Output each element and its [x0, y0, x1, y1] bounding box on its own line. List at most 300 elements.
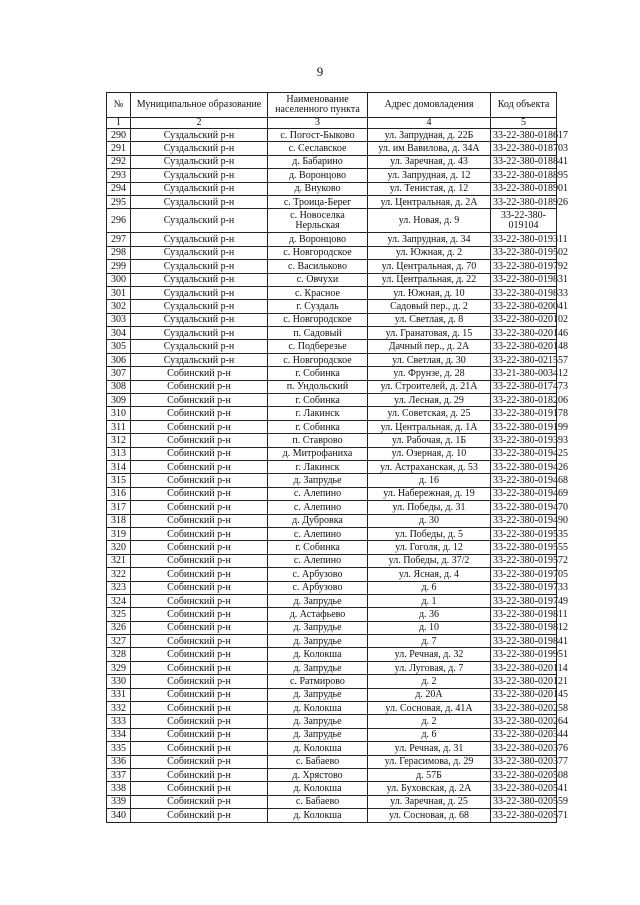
object-code-cell: 33-22-380-020376 — [491, 742, 557, 755]
column-index: 3 — [268, 118, 368, 129]
municipality-cell: Собинский р-н — [131, 474, 268, 487]
object-code-cell: 33-22-380-019733 — [491, 581, 557, 594]
address-cell: ул. Речная, д. 32 — [368, 648, 491, 661]
table-row — [107, 380, 557, 393]
municipality-cell: Собинский р-н — [131, 782, 268, 795]
row-number: 308 — [107, 380, 131, 393]
address-cell: ул. Герасимова, д. 29 — [368, 755, 491, 768]
settlement-cell: д. Колокша — [268, 702, 368, 715]
row-number: 340 — [107, 809, 131, 822]
settlement-cell: д. Дубровка — [268, 514, 368, 527]
municipality-cell: Суздальский р-н — [131, 182, 268, 195]
municipality-cell: Собинский р-н — [131, 621, 268, 634]
table-row — [107, 353, 557, 366]
address-cell: ул. Центральная, д. 22 — [368, 273, 491, 286]
settlement-cell: с. Алепино — [268, 554, 368, 567]
object-code-cell: 33-22-380-019841 — [491, 635, 557, 648]
address-cell: Садовый пер., д. 2 — [368, 300, 491, 313]
settlement-cell: г. Собинка — [268, 541, 368, 554]
settlement-cell: с. Новгородское — [268, 246, 368, 259]
municipality-cell: Собинский р-н — [131, 594, 268, 607]
settlement-cell: д. Запрудье — [268, 594, 368, 607]
municipality-cell: Суздальский р-н — [131, 246, 268, 259]
table-row — [107, 702, 557, 715]
settlement-cell: д. Запрудье — [268, 635, 368, 648]
settlement-cell: д. Колокша — [268, 782, 368, 795]
settlement-cell: д. Астафьево — [268, 608, 368, 621]
table-row — [107, 554, 557, 567]
object-code-cell: 33-22-380-019470 — [491, 501, 557, 514]
municipality-cell: Собинский р-н — [131, 768, 268, 781]
municipality-cell: Собинский р-н — [131, 514, 268, 527]
object-code-cell: 33-22-380-020559 — [491, 795, 557, 808]
header-municipality: Муниципальное образование — [131, 93, 268, 118]
municipality-cell: Суздальский р-н — [131, 129, 268, 142]
object-code-cell: 33-22-380-019812 — [491, 621, 557, 634]
table-row — [107, 420, 557, 433]
row-number: 299 — [107, 260, 131, 273]
row-number: 327 — [107, 635, 131, 648]
object-code-cell: 33-22-380-019393 — [491, 434, 557, 447]
municipality-cell: Суздальский р-н — [131, 195, 268, 208]
table-row — [107, 608, 557, 621]
table-row — [107, 407, 557, 420]
row-number: 314 — [107, 460, 131, 473]
settlement-cell: с. Погост-Быково — [268, 129, 368, 142]
object-code-cell: 33-22-380-019104 — [491, 209, 557, 233]
settlement-cell: д. Колокша — [268, 742, 368, 755]
row-number: 306 — [107, 353, 131, 366]
municipality-cell: Собинский р-н — [131, 715, 268, 728]
page-number: 9 — [316, 64, 324, 79]
object-code-cell: 33-22-380-019502 — [491, 246, 557, 259]
row-number: 301 — [107, 286, 131, 299]
row-number: 312 — [107, 434, 131, 447]
object-code-cell: 33-21-380-003412 — [491, 367, 557, 380]
object-code-cell: 33-22-380-021557 — [491, 353, 557, 366]
municipality-cell: Суздальский р-н — [131, 155, 268, 168]
municipality-cell: Суздальский р-н — [131, 286, 268, 299]
table-row — [107, 434, 557, 447]
settlement-cell: с. Васильково — [268, 260, 368, 273]
row-number: 320 — [107, 541, 131, 554]
municipality-cell: Собинский р-н — [131, 581, 268, 594]
row-number: 328 — [107, 648, 131, 661]
municipality-cell: Суздальский р-н — [131, 300, 268, 313]
table-row — [107, 581, 557, 594]
table-row — [107, 327, 557, 340]
address-cell: ул. Строителей, д. 21А — [368, 380, 491, 393]
settlement-cell: с. Новгородское — [268, 353, 368, 366]
settlement-cell: с. Сеславское — [268, 142, 368, 155]
table-row — [107, 209, 557, 233]
table-row — [107, 621, 557, 634]
address-cell: ул. Речная, д. 31 — [368, 742, 491, 755]
row-number: 296 — [107, 209, 131, 233]
row-number: 318 — [107, 514, 131, 527]
table-row — [107, 661, 557, 674]
municipality-cell: Суздальский р-н — [131, 273, 268, 286]
address-cell: ул. Центральная, д. 2А — [368, 195, 491, 208]
object-code-cell: 33-22-380-018901 — [491, 182, 557, 195]
object-code-cell: 33-22-380-018926 — [491, 195, 557, 208]
address-cell: ул. Победы, д. 31 — [368, 501, 491, 514]
municipality-cell: Собинский р-н — [131, 688, 268, 701]
municipality-cell: Собинский р-н — [131, 434, 268, 447]
object-code-cell: 33-22-380-020041 — [491, 300, 557, 313]
municipality-cell: Собинский р-н — [131, 460, 268, 473]
row-number: 332 — [107, 702, 131, 715]
address-cell: ул. Ясная, д. 4 — [368, 568, 491, 581]
column-index: 2 — [131, 118, 268, 129]
address-cell: ул. Сосновая, д. 41А — [368, 702, 491, 715]
table-row — [107, 340, 557, 353]
address-cell: д. 36 — [368, 608, 491, 621]
object-code-cell: 33-22-380-019811 — [491, 608, 557, 621]
object-code-cell: 33-22-380-020264 — [491, 715, 557, 728]
object-code-cell: 33-22-380-019572 — [491, 554, 557, 567]
settlement-cell: с. Новоселка Нерльская — [268, 209, 368, 233]
municipality-cell: Собинский р-н — [131, 380, 268, 393]
row-number: 303 — [107, 313, 131, 326]
address-cell: д. 2 — [368, 715, 491, 728]
row-number: 338 — [107, 782, 131, 795]
settlement-cell: д. Воронцово — [268, 169, 368, 182]
row-number: 305 — [107, 340, 131, 353]
municipality-cell: Суздальский р-н — [131, 169, 268, 182]
settlement-cell: г. Лакинск — [268, 407, 368, 420]
settlement-cell: д. Хрястово — [268, 768, 368, 781]
row-number: 335 — [107, 742, 131, 755]
address-cell: ул. Луговая, д. 7 — [368, 661, 491, 674]
table-row — [107, 447, 557, 460]
column-index: 5 — [491, 118, 557, 129]
municipality-cell: Собинский р-н — [131, 648, 268, 661]
row-number: 315 — [107, 474, 131, 487]
object-code-cell: 33-22-380-020145 — [491, 688, 557, 701]
row-number: 302 — [107, 300, 131, 313]
object-code-cell: 33-22-380-019951 — [491, 648, 557, 661]
municipality-cell: Собинский р-н — [131, 554, 268, 567]
municipality-cell: Собинский р-н — [131, 394, 268, 407]
settlement-cell: д. Запрудье — [268, 661, 368, 674]
municipality-cell: Собинский р-н — [131, 407, 268, 420]
object-code-cell: 33-22-380-019833 — [491, 286, 557, 299]
municipality-cell: Собинский р-н — [131, 527, 268, 540]
municipality-cell: Собинский р-н — [131, 702, 268, 715]
object-code-cell: 33-22-380-019468 — [491, 474, 557, 487]
settlement-cell: с. Бабаево — [268, 795, 368, 808]
settlement-cell: д. Митрофаниха — [268, 447, 368, 460]
table-row — [107, 568, 557, 581]
object-code-cell: 33-22-380-019535 — [491, 527, 557, 540]
object-code-cell: 33-22-380-019831 — [491, 273, 557, 286]
address-cell: д. 16 — [368, 474, 491, 487]
municipality-cell: Собинский р-н — [131, 608, 268, 621]
row-number: 317 — [107, 501, 131, 514]
address-cell: ул. Запрудная, д. 34 — [368, 233, 491, 246]
row-number: 316 — [107, 487, 131, 500]
row-number: 323 — [107, 581, 131, 594]
municipality-cell: Собинский р-н — [131, 728, 268, 741]
address-cell: ул. Запрудная, д. 22Б — [368, 129, 491, 142]
settlement-cell: с. Алепино — [268, 527, 368, 540]
municipality-cell: Собинский р-н — [131, 661, 268, 674]
object-code-cell: 33-22-380-019469 — [491, 487, 557, 500]
municipality-cell: Собинский р-н — [131, 568, 268, 581]
object-code-cell: 33-22-380-019199 — [491, 420, 557, 433]
table-row — [107, 594, 557, 607]
row-number: 310 — [107, 407, 131, 420]
settlement-cell: д. Запрудье — [268, 688, 368, 701]
address-cell: ул. Запрудная, д. 12 — [368, 169, 491, 182]
municipality-cell: Суздальский р-н — [131, 209, 268, 233]
municipality-cell: Собинский р-н — [131, 795, 268, 808]
object-code-cell: 33-22-380-020148 — [491, 340, 557, 353]
settlement-cell: с. Ратмирово — [268, 675, 368, 688]
object-code-cell: 33-22-380-019311 — [491, 233, 557, 246]
settlement-cell: д. Колокша — [268, 648, 368, 661]
row-number: 325 — [107, 608, 131, 621]
column-index-row — [107, 118, 557, 129]
table-row — [107, 648, 557, 661]
row-number: 293 — [107, 169, 131, 182]
object-code-cell: 33-22-380-019426 — [491, 460, 557, 473]
row-number: 311 — [107, 420, 131, 433]
address-cell: д. 57Б — [368, 768, 491, 781]
table-row — [107, 129, 557, 142]
settlement-cell: г. Собинка — [268, 394, 368, 407]
address-cell: ул. Заречная, д. 25 — [368, 795, 491, 808]
address-cell: д. 30 — [368, 514, 491, 527]
table-row — [107, 195, 557, 208]
table-row — [107, 233, 557, 246]
row-number: 330 — [107, 675, 131, 688]
object-code-cell: 33-22-380-018617 — [491, 129, 557, 142]
address-cell: ул. Победы, д. 5 — [368, 527, 491, 540]
settlement-cell: п. Ундольский — [268, 380, 368, 393]
object-code-cell: 33-22-380-020114 — [491, 661, 557, 674]
municipality-cell: Собинский р-н — [131, 541, 268, 554]
table-row — [107, 728, 557, 741]
row-number: 322 — [107, 568, 131, 581]
municipality-cell: Собинский р-н — [131, 755, 268, 768]
address-cell: ул. им Вавилова, д. 34А — [368, 142, 491, 155]
table-row — [107, 460, 557, 473]
municipality-cell: Собинский р-н — [131, 501, 268, 514]
table-row — [107, 169, 557, 182]
table-body — [107, 129, 568, 823]
object-code-cell: 33-22-380-020377 — [491, 755, 557, 768]
header-address: Адрес домовладения — [368, 93, 491, 118]
settlement-cell: г. Лакинск — [268, 460, 368, 473]
object-code-cell: 33-22-380-020121 — [491, 675, 557, 688]
table-row — [107, 742, 557, 755]
object-code-cell: 33-22-380-018206 — [491, 394, 557, 407]
object-code-cell: 33-22-380-017473 — [491, 380, 557, 393]
row-number: 336 — [107, 755, 131, 768]
table-row — [107, 635, 557, 648]
municipality-cell: Суздальский р-н — [131, 142, 268, 155]
settlement-cell: д. Запрудье — [268, 715, 368, 728]
municipality-cell: Суздальский р-н — [131, 353, 268, 366]
object-code-cell: 33-22-380-018703 — [491, 142, 557, 155]
object-code-cell: 33-22-380-020571 — [491, 809, 557, 822]
row-number: 331 — [107, 688, 131, 701]
row-number: 300 — [107, 273, 131, 286]
row-number: 333 — [107, 715, 131, 728]
address-cell: ул. Заречная, д. 43 — [368, 155, 491, 168]
municipality-cell: Собинский р-н — [131, 742, 268, 755]
address-cell: д. 7 — [368, 635, 491, 648]
table-row — [107, 782, 557, 795]
table-row — [107, 142, 557, 155]
object-code-cell: 33-22-380-020508 — [491, 768, 557, 781]
object-code-cell: 33-22-380-020541 — [491, 782, 557, 795]
table-row — [107, 487, 557, 500]
row-number: 295 — [107, 195, 131, 208]
address-cell: ул. Светлая, д. 30 — [368, 353, 491, 366]
table-row — [107, 313, 557, 326]
address-cell: ул. Тенистая, д. 12 — [368, 182, 491, 195]
settlement-cell: п. Садовый — [268, 327, 368, 340]
settlement-cell: с. Красное — [268, 286, 368, 299]
settlement-cell: д. Колокша — [268, 809, 368, 822]
settlement-cell: с. Овчухи — [268, 273, 368, 286]
address-cell: д. 10 — [368, 621, 491, 634]
row-number: 334 — [107, 728, 131, 741]
address-cell: д. 20А — [368, 688, 491, 701]
table-row — [107, 300, 557, 313]
object-code-cell: 33-22-380-018895 — [491, 169, 557, 182]
municipality-cell: Собинский р-н — [131, 809, 268, 822]
object-code-cell: 33-22-380-020258 — [491, 702, 557, 715]
address-cell: ул. Победы, д. 37/2 — [368, 554, 491, 567]
settlement-cell: д. Бабарино — [268, 155, 368, 168]
municipality-cell: Собинский р-н — [131, 635, 268, 648]
object-code-cell: 33-22-380-019490 — [491, 514, 557, 527]
address-cell: ул. Новая, д. 9 — [368, 209, 491, 233]
settlement-cell: с. Арбузово — [268, 568, 368, 581]
header-row — [107, 93, 557, 118]
address-cell: ул. Гоголя, д. 12 — [368, 541, 491, 554]
address-cell: ул. Южная, д. 10 — [368, 286, 491, 299]
row-number: 294 — [107, 182, 131, 195]
municipality-cell: Суздальский р-н — [131, 340, 268, 353]
settlement-cell: с. Подберезье — [268, 340, 368, 353]
municipality-cell: Собинский р-н — [131, 367, 268, 380]
address-cell: ул. Светлая, д. 8 — [368, 313, 491, 326]
address-cell: Дачный пер., д. 2А — [368, 340, 491, 353]
settlement-cell: г. Собинка — [268, 367, 368, 380]
table-row — [107, 394, 557, 407]
address-cell: ул. Советская, д. 25 — [368, 407, 491, 420]
row-number: 298 — [107, 246, 131, 259]
object-code-cell: 33-22-380-018841 — [491, 155, 557, 168]
address-cell: ул. Буховская, д. 2А — [368, 782, 491, 795]
table-row — [107, 273, 557, 286]
municipality-cell: Собинский р-н — [131, 487, 268, 500]
table-row — [107, 155, 557, 168]
settlement-cell: с. Бабаево — [268, 755, 368, 768]
table-row — [107, 541, 557, 554]
municipality-cell: Суздальский р-н — [131, 260, 268, 273]
settlement-cell: с. Новгородское — [268, 313, 368, 326]
row-number: 304 — [107, 327, 131, 340]
header-number: № — [107, 93, 131, 118]
object-code-cell: 33-22-380-019178 — [491, 407, 557, 420]
table-row — [107, 514, 557, 527]
table-row — [107, 795, 557, 808]
table-row — [107, 286, 557, 299]
header-object-code: Код объекта — [491, 93, 557, 118]
address-cell: ул. Сосновая, д. 68 — [368, 809, 491, 822]
object-code-cell: 33-22-380-019705 — [491, 568, 557, 581]
address-cell: ул. Астраханская, д. 53 — [368, 460, 491, 473]
table-row — [107, 675, 557, 688]
object-code-cell: 33-22-380-019425 — [491, 447, 557, 460]
settlement-cell: с. Алепино — [268, 501, 368, 514]
row-number: 313 — [107, 447, 131, 460]
address-cell: ул. Южная, д. 2 — [368, 246, 491, 259]
settlement-cell: д. Воронцово — [268, 233, 368, 246]
municipality-cell: Суздальский р-н — [131, 327, 268, 340]
row-number: 307 — [107, 367, 131, 380]
row-number: 326 — [107, 621, 131, 634]
address-cell: ул. Гранатовая, д. 15 — [368, 327, 491, 340]
settlement-cell: г. Суздаль — [268, 300, 368, 313]
table-row — [107, 688, 557, 701]
row-number: 324 — [107, 594, 131, 607]
table-row — [107, 809, 557, 822]
object-code-cell: 33-22-380-019555 — [491, 541, 557, 554]
settlement-cell: д. Запрудье — [268, 728, 368, 741]
object-code-cell: 33-22-380-020344 — [491, 728, 557, 741]
municipality-cell: Собинский р-н — [131, 447, 268, 460]
table-row — [107, 755, 557, 768]
address-cell: ул. Рабочая, д. 1Б — [368, 434, 491, 447]
address-cell: д. 6 — [368, 728, 491, 741]
municipality-cell: Суздальский р-н — [131, 233, 268, 246]
row-number: 309 — [107, 394, 131, 407]
table-row — [107, 260, 557, 273]
object-code-cell: 33-22-380-019792 — [491, 260, 557, 273]
table-row — [107, 715, 557, 728]
table-row — [107, 768, 557, 781]
table-row — [107, 527, 557, 540]
settlement-cell: с. Троица-Берег — [268, 195, 368, 208]
address-cell: ул. Озерная, д. 10 — [368, 447, 491, 460]
registry-table — [106, 92, 568, 823]
column-index: 1 — [107, 118, 131, 129]
address-cell: д. 2 — [368, 675, 491, 688]
settlement-cell: д. Внуково — [268, 182, 368, 195]
object-code-cell: 33-22-380-020146 — [491, 327, 557, 340]
row-number: 339 — [107, 795, 131, 808]
header-settlement: Наименование населенного пункта — [268, 93, 368, 118]
municipality-cell: Собинский р-н — [131, 420, 268, 433]
table-row — [107, 182, 557, 195]
table-row — [107, 367, 557, 380]
row-number: 297 — [107, 233, 131, 246]
table-row — [107, 501, 557, 514]
municipality-cell: Собинский р-н — [131, 675, 268, 688]
column-index: 4 — [368, 118, 491, 129]
address-cell: ул. Фрунзе, д. 28 — [368, 367, 491, 380]
settlement-cell: д. Запрудье — [268, 621, 368, 634]
address-cell: д. 6 — [368, 581, 491, 594]
table-row — [107, 474, 557, 487]
